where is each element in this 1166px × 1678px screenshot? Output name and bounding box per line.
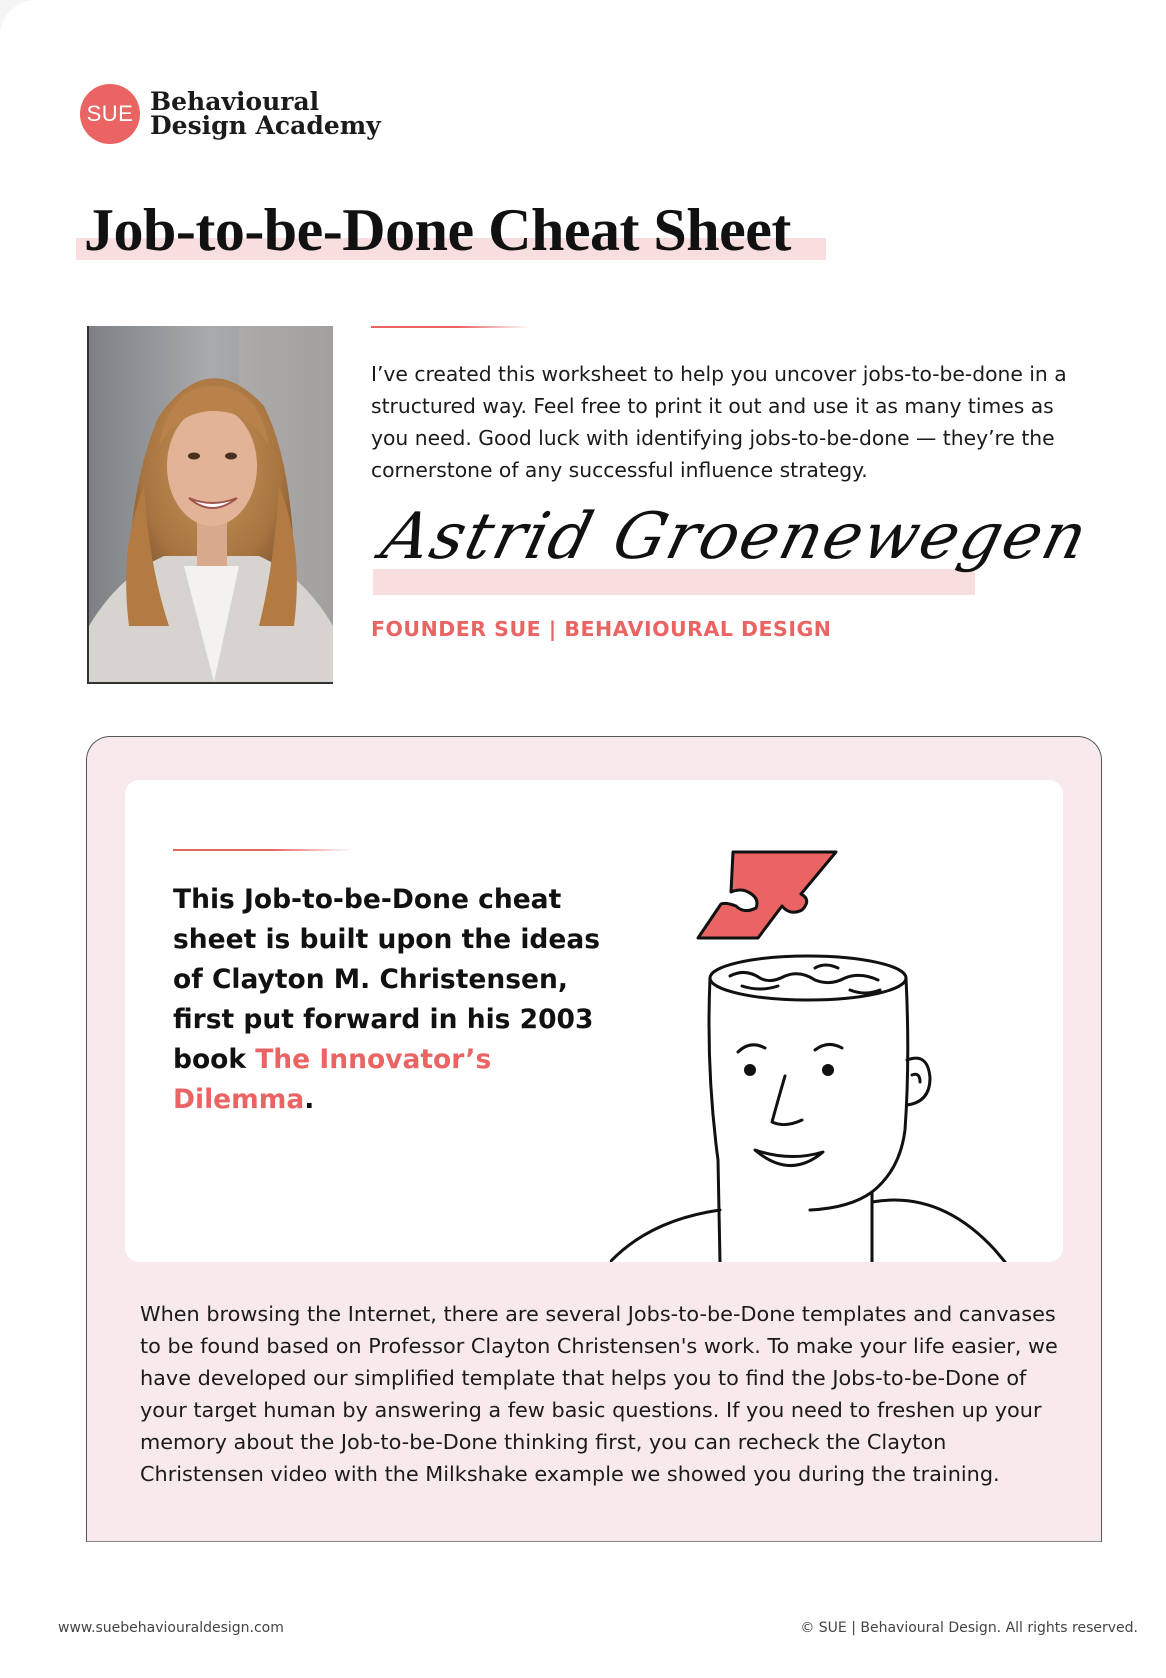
quote-body: This Job-to-be-Done cheat sheet is built upon the ideas of Clayton M. Christensen, first put forward in his 2003 book [173,884,601,1075]
founder-photo-image [89,326,333,682]
logo-line-1: Behavioural [150,87,320,116]
footer-copyright: © SUE | Behavioural Design. All rights reserved. [800,1620,1138,1636]
page-title: Job-to-be-Done Cheat Sheet [84,197,791,263]
footer-website-link[interactable]: www.suebehaviouraldesign.com [58,1620,284,1636]
logo-line-2: Design Academy [150,111,381,140]
brand-logo[interactable] [80,84,381,144]
quote-accent-line [173,849,353,851]
logo-wordmark [150,87,381,140]
title-block [76,196,791,265]
founder-photo [87,326,333,684]
quote-end: . [304,1084,315,1115]
quote-text [173,880,623,1120]
description-text: When browsing the Internet, there are several Jobs-to-be-Done templates and canvases to be found based on Professor Clayton Christensen's work. To make your life easier, we have developed our simplified template that helps you to find the Jobs-to-be-Done of your target human by answering a few basic questions. If you need to freshen up your memory about the Job-to-be-Done thinking first, you can recheck the Clayton Christensen video with the Milkshake example we showed you during the training. [140,1302,1058,1486]
head-with-puzzle-piece-icon [610,830,1060,1262]
book-title-link[interactable]: The Innovator’s Dilemma [173,1044,492,1115]
logo-badge: SUE [80,84,140,144]
founder-role: FOUNDER SUE | BEHAVIOURAL DESIGN [371,617,832,641]
intro-accent-line [371,326,531,328]
signature: Astrid Groenewegen [374,500,1097,574]
intro-text: I’ve created this worksheet to help you uncover jobs-to-be-done in a structured way. Feel free to print it out and use it as many times as you need. Good luck with identifying jobs-to-be-done — they’re the cornerstone of any successful influence strategy. [371,362,1067,482]
